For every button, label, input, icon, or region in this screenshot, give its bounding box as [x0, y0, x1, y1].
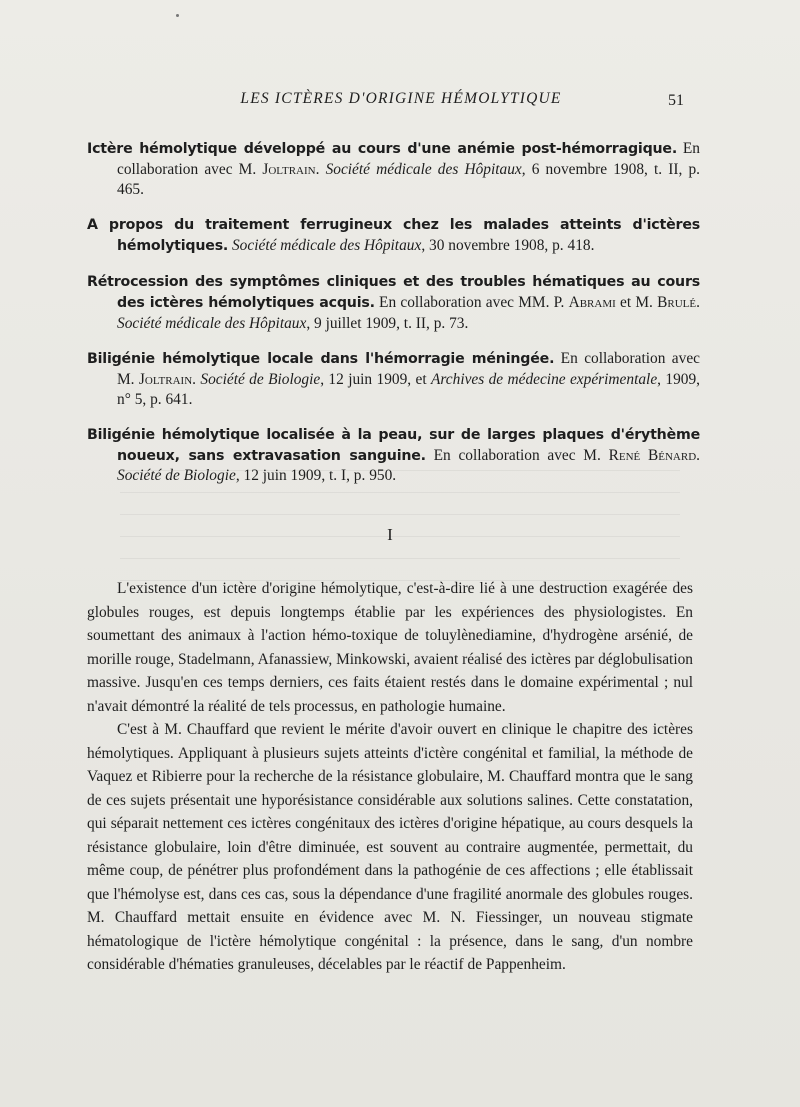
bibliography-entry	[87, 272, 700, 333]
entry-journal: Archives de médecine expérimentale	[430, 370, 658, 388]
entry-text: , 30 novembre 1908, p. 418.	[421, 236, 595, 254]
entry-text: , 9 juillet 1909, t. II, p. 73.	[306, 314, 469, 332]
entry-text: , 12 juin 1909, et	[320, 370, 431, 388]
page-number: 51	[668, 92, 684, 109]
entry-journal: Société médicale des Hôpitaux	[325, 161, 522, 179]
entry-author: Abrami	[568, 293, 616, 311]
entry-journal: Société médicale des Hôpitaux	[231, 236, 422, 254]
entry-journal: Société médicale des Hôpitaux	[117, 314, 307, 332]
entry-text: , 1909, n° 5, p. 641.	[117, 370, 700, 408]
entry-title: Rétrocession des symptômes cliniques et des troubles hématiques au cours des ictères hémolytiques acquis.	[87, 274, 700, 311]
section-heading: I	[387, 525, 393, 544]
paragraph: C'est à M. Chauffard que revient le mérite d'avoir ouvert en clinique le chapitre des ictères hémolytiques. Appliquant à plusieurs sujets atteints d'ictère congénital et familial, la méthode de Vaquez et Ribierre pour la recherche de la résistance globulaire, M. Chauffard montra que le sang de ces sujets présentait une hyporésistance considérable aux solutions salines. Cette constatation, qui séparait nettement ces ictères congénitaux des ictères d'origine hépatique, au cours desquels la résistance globulaire, loin d'être diminuée, est souvent au contraire augmentée, permettait, du même coup, de pénétrer plus profondément dans la pathogénie de ces affections ; elle établissait que l'hémolyse est, dans ces cas, sous la dépendance d'une fragilité anormale des globules rouges. M. Chauffard mettait ensuite en évidence avec M. N. Fiessinger, un nouveau stigmate hématologique de l'ictère hémolytique congénital : la présence, dans le sang, d'un nombre considérable d'hématies granuleuses, décelables par le réactif de Pappenheim.	[87, 721, 693, 973]
bibliography-list	[87, 124, 700, 493]
entry-text: .	[696, 446, 700, 464]
entry-author: René Bénard	[608, 446, 697, 464]
entry-title: Ictère hémolytique développé au cours d'une anémie post-hémorragique.	[87, 141, 678, 158]
bibliography-entry	[87, 425, 700, 486]
entry-title: A propos du traitement ferrugineux chez les malades atteints d'ictères hémolytiques.	[87, 217, 700, 254]
entry-text: .	[696, 293, 700, 311]
entry-text: , 6 novembre 1908, t. II, p. 465.	[117, 161, 701, 198]
entry-text: .	[192, 370, 201, 388]
entry-text: , 12 juin 1909, t. I, p. 950.	[235, 467, 397, 485]
entry-text: En collaboration avec M.	[425, 446, 609, 464]
entry-text: .	[315, 161, 326, 179]
paragraph: L'existence d'un ictère d'origine hémolytique, c'est-à-dire lié à une destruction exagérée des globules rouges, est depuis longtemps établie par les expériences des physiologistes. En soumettant des animaux à l'action hémo-toxique de toluylènediamine, d'hydrogène arsénié, de morille rouge, Stadelmann, Afanassiew, Minkowski, avaient réalisé des ictères par déglobulisation massive. Jusqu'en ces temps derniers, ces faits étaient restés dans le domaine expérimental ; nul n'avait démontré la réalité de tels processus, en pathologie humaine.	[87, 580, 693, 715]
entry-text: En collaboration avec M.	[117, 349, 700, 388]
paper-speck	[176, 14, 179, 17]
entry-title: Biligénie hémolytique localisée à la peau, sur de larges plaques d'érythème noueux, sans extravasation sanguine.	[87, 426, 700, 464]
entry-author: Joltrain	[138, 370, 193, 388]
bibliography-entry	[87, 349, 700, 409]
running-title: LES ICTÈRES D'ORIGINE HÉMOLYTIQUE	[240, 90, 562, 107]
body-text	[87, 577, 693, 977]
entry-title: Biligénie hémolytique locale dans l'hémorragie méningée.	[87, 350, 555, 367]
entry-text: et M.	[615, 293, 658, 311]
entry-text: En collaboration avec M.	[117, 140, 701, 179]
entry-journal: Société de Biologie	[117, 467, 236, 485]
entry-author: Joltrain	[262, 161, 316, 179]
bibliography-entry	[87, 139, 700, 199]
bibliography-entry	[87, 215, 700, 257]
entry-journal: Société de Biologie	[200, 370, 321, 388]
entry-text: En collaboration avec MM. P.	[374, 293, 569, 311]
entry-author: Brulé	[657, 293, 697, 311]
